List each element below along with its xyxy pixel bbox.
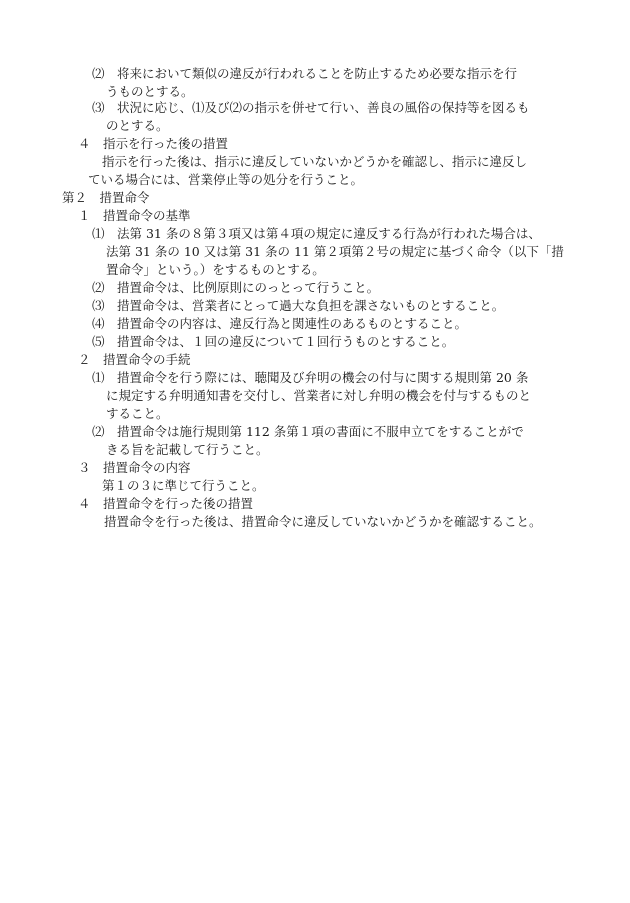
section-heading: ４ 措置命令を行った後の措置 (78, 496, 254, 511)
text-line: ⑵ 措置命令は、比例原則にのっとって行うこと。 (92, 280, 380, 295)
text-line: うものとする。 (106, 84, 194, 99)
text-line: ⑴ 措置命令を行う際には、聴聞及び弁明の機会の付与に関する規則第 20 条 (92, 370, 529, 385)
text-line: ⑶ 措置命令は、営業者にとって過大な負担を課さないものとすること。 (92, 298, 505, 313)
text-line: 指示を行った後は、指示に違反していないかどうかを確認し、指示に違反し (102, 154, 528, 169)
text-line: に規定する弁明通知書を交付し、営業者に対し弁明の機会を付与するものと (106, 388, 532, 403)
text-line: 第１の３に準じて行うこと。 (102, 478, 265, 493)
text-line: ⑴ 法第 31 条の８第３項又は第４項の規定に違反する行為が行われた場合は、 (92, 226, 541, 241)
text-line: ⑵ 措置命令は施行規則第 112 条第１項の書面に不服申立てをすることがで (92, 424, 524, 439)
section-heading: １ 措置命令の基準 (78, 208, 191, 223)
section-heading: ３ 措置命令の内容 (78, 460, 191, 475)
text-line: のとする。 (106, 118, 169, 133)
text-line: ⑵ 将来において類似の違反が行われることを防止するため必要な指示を行 (92, 66, 518, 81)
text-line: 措置命令を行った後は、措置命令に違反していないかどうかを確認すること。 (104, 514, 542, 529)
section-heading: ４ 指示を行った後の措置 (78, 136, 229, 151)
text-line: ている場合には、営業停止等の処分を行うこと。 (88, 172, 364, 187)
section-heading: ２ 措置命令の手続 (78, 352, 191, 367)
text-line: すること。 (106, 406, 169, 421)
text-line: 法第 31 条の 10 又は第 31 条の 11 第２項第２号の規定に基づく命令（以下「措 (106, 244, 564, 259)
chapter-heading: 第２ 措置命令 (62, 190, 150, 205)
text-line: ⑷ 措置命令の内容は、違反行為と関連性のあるものとすること。 (92, 316, 468, 331)
text-line: きる旨を記載して行うこと。 (106, 442, 269, 457)
text-line: 置命令」という。）をするものとする。 (106, 262, 325, 277)
text-line: ⑶ 状況に応じ、⑴及び⑵の指示を併せて行い、善良の風俗の保持等を図るも (92, 100, 530, 115)
text-line: ⑸ 措置命令は、１回の違反について１回行うものとすること。 (92, 334, 455, 349)
